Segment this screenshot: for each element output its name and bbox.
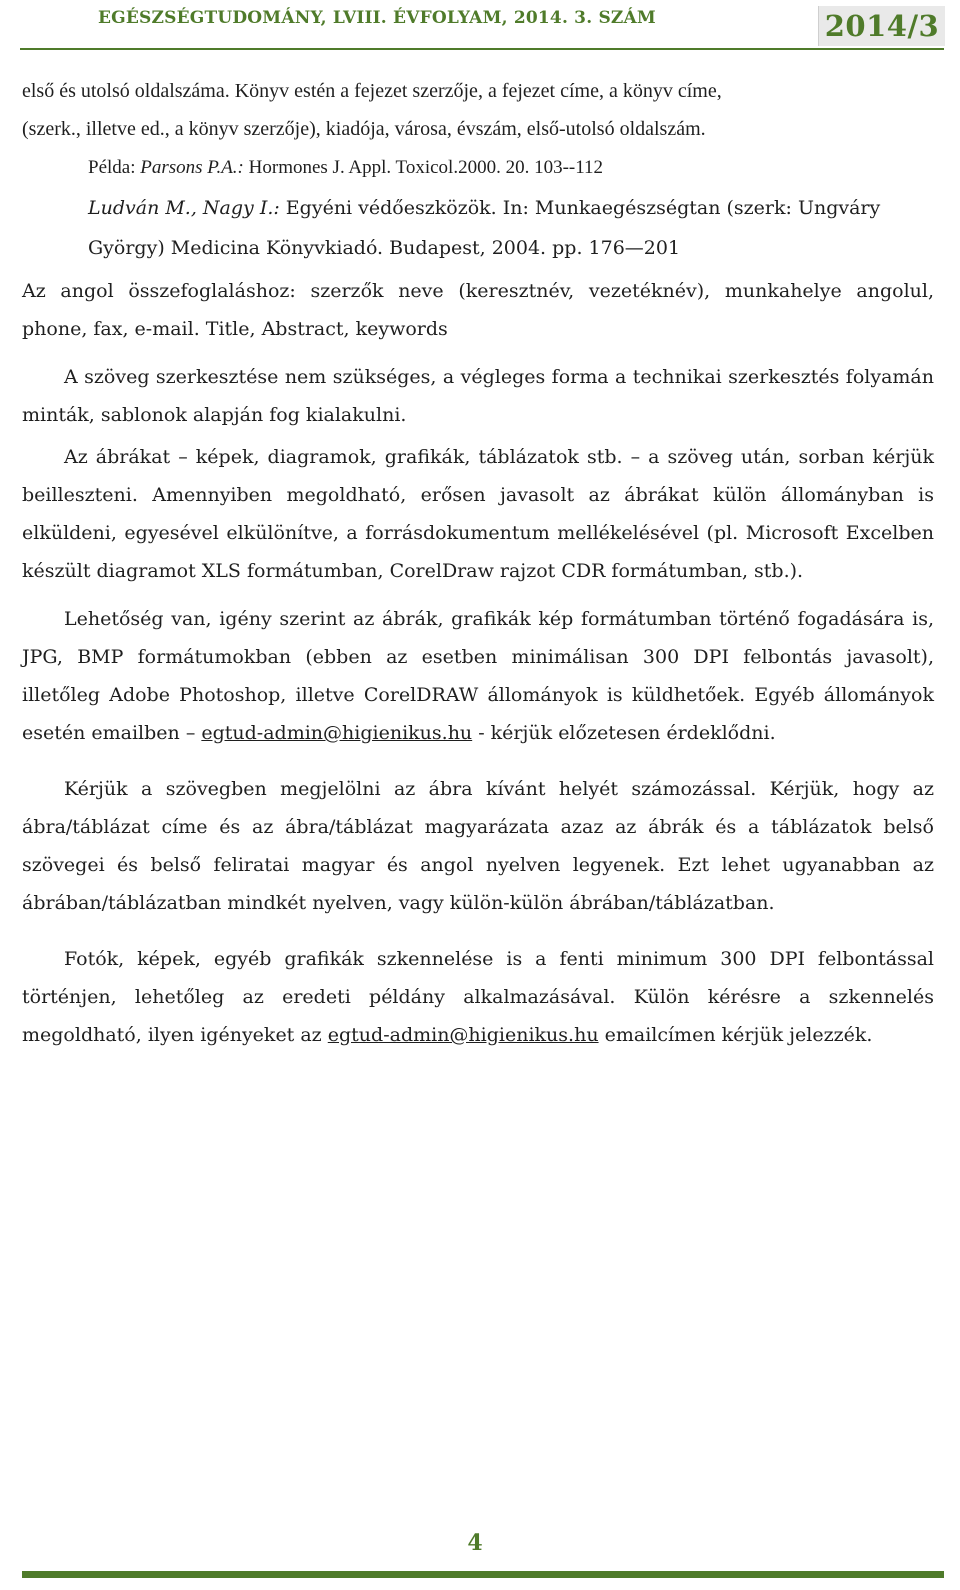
scanning-text: Fotók, képek, egyéb grafikák szkennelése is a fenti minimum 300 DPI felbontással történjen, lehetőleg az eredeti példány alkalmazásával. Külön kérésre a szkennelés megoldható, ilyen igényeket az — [22, 948, 934, 1046]
book-reference-line-1: Egyéni védőeszközök. In: Munkaegészségtan (szerk: Ungváry — [279, 197, 881, 219]
example-label: Példa: — [88, 157, 141, 178]
image-formats-text-end: - kérjük előzetesen érdeklődni. — [472, 722, 776, 744]
example-authors: Parsons P.A.: — [140, 157, 244, 178]
paragraph-book-citation — [22, 72, 934, 148]
book-reference-line-2: György) Medicina Könyvkiadó. Budapest, 2004. pp. 176—201 — [88, 237, 681, 259]
header-divider — [20, 48, 944, 50]
book-citation-line-1: első és utolsó oldalszáma. Könyv estén a fejezet szerzője, a fejezet címe, a könyv címe, — [22, 80, 722, 102]
footer-bar — [22, 1571, 944, 1578]
issue-number: 2014/3 — [824, 9, 940, 43]
issue-badge — [818, 6, 945, 46]
paragraph-editing: A szöveg szerkesztése nem szükséges, a végleges forma a technikai szerkesztés folyamán minták, sablonok alapján fog kialakulni. — [22, 366, 934, 426]
scanning-text-end: emailcímen kérjük jelezzék. — [598, 1024, 873, 1046]
page-number: 4 — [467, 1530, 483, 1556]
page-header — [0, 0, 960, 56]
journal-title: EGÉSZSÉGTUDOMÁNY, LVIII. ÉVFOLYAM, 2014. 3. SZÁM — [98, 8, 656, 28]
paragraph-scanning — [22, 940, 934, 1054]
email-link[interactable]: egtud-admin@higienikus.hu — [201, 722, 473, 744]
article-body — [22, 72, 934, 1054]
example-reference — [22, 148, 934, 188]
paragraph-figure-marking: Kérjük a szövegben megjelölni az ábra kívánt helyét számozással. Kérjük, hogy az ábra/táblázat címe és az ábra/táblázat magyarázata azaz az ábrák és a táblázatok belső szövegei és belső feliratai magyar és angol nyelven legyenek. Ezt lehet ugyanabban az ábrában/táblázatban mindkét nyelven, vagy külön-külön ábrában/táblázatban. — [22, 778, 934, 914]
book-reference — [22, 188, 934, 268]
example-rest: Hormones J. Appl. Toxicol.2000. 20. 103--112 — [243, 157, 604, 178]
image-formats-text: Lehetőség van, igény szerint az ábrák, grafikák kép formátumban történő fogadására is, JPG, BMP formátumokban (ebben az esetben minimálisan 300 DPI felbontás javasolt), illetőleg Adobe Photoshop, illetve CorelDRAW állományok is küldhetőek. Egyéb állományok esetén emailben – — [22, 608, 934, 744]
paragraph-english-summary: Az angol összefoglaláshoz: szerzők neve (keresztnév, vezetéknév), munkahelye angolul, phone, fax, e-mail. Title, Abstract, keywords — [22, 280, 934, 340]
book-reference-authors: Ludván M., Nagy I.: — [88, 197, 280, 219]
paragraph-image-formats — [22, 600, 934, 752]
book-citation-line-2: (szerk., illetve ed., a könyv szerzője), kiadója, városa, évszám, első-utolsó oldalszám. — [22, 118, 706, 140]
email-link-2[interactable]: egtud-admin@higienikus.hu — [327, 1024, 599, 1046]
paragraph-figures: Az ábrákat – képek, diagramok, grafikák, táblázatok stb. – a szöveg után, sorban kérjük beilleszteni. Amennyiben megoldható, erősen javasolt az ábrákat külön állományban is elküldeni, egyesével elkülönítve, a forrásdokumentum mellékelésével (pl. Microsoft Excelben készült diagramot XLS formátumban, CorelDraw rajzot CDR formátumban, stb.). — [22, 446, 934, 582]
